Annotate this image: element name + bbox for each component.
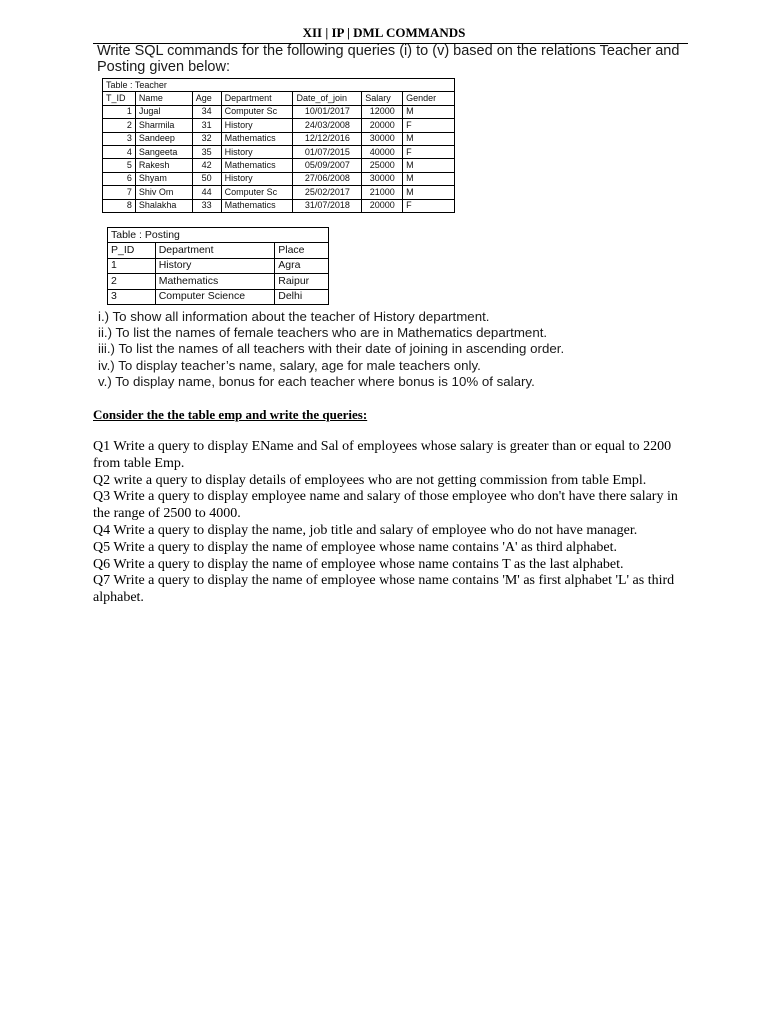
question-item: Q3 Write a query to display employee name and salary of those employee who don't have there salary in the range of 2500 to 4000. bbox=[93, 489, 678, 522]
table-cell: 3 bbox=[108, 289, 156, 304]
column-header: Place bbox=[275, 243, 329, 258]
table-cell: Rakesh bbox=[135, 159, 192, 172]
table-cell: Computer Sc bbox=[221, 105, 293, 118]
table-cell: 27/06/2008 bbox=[293, 172, 362, 185]
table-cell: History bbox=[221, 119, 293, 132]
table-cell: 40000 bbox=[362, 145, 403, 158]
table-cell: Shiv Om bbox=[135, 186, 192, 199]
table-cell: Sangeeta bbox=[135, 145, 192, 158]
table-cell: 05/09/2007 bbox=[293, 159, 362, 172]
table-cell: 33 bbox=[192, 199, 221, 212]
column-header: Name bbox=[135, 92, 192, 105]
table-row bbox=[103, 119, 455, 132]
teacher-caption-row bbox=[103, 79, 455, 92]
table-row bbox=[108, 289, 329, 304]
table-cell: 8 bbox=[103, 199, 136, 212]
table-cell: Computer Sc bbox=[221, 186, 293, 199]
table-cell: 6 bbox=[103, 172, 136, 185]
table-cell: 25000 bbox=[362, 159, 403, 172]
table-cell: Mathematics bbox=[221, 199, 293, 212]
table-cell: History bbox=[221, 145, 293, 158]
posting-table-caption: Table : Posting bbox=[108, 228, 329, 243]
table-cell: 31/07/2018 bbox=[293, 199, 362, 212]
table-cell: History bbox=[155, 258, 275, 273]
table-cell: F bbox=[403, 119, 455, 132]
table-cell: Raipur bbox=[275, 274, 329, 289]
table-cell: 24/03/2008 bbox=[293, 119, 362, 132]
table-cell: M bbox=[403, 132, 455, 145]
table-cell: 30000 bbox=[362, 132, 403, 145]
table-cell: 1 bbox=[108, 258, 156, 273]
column-header: Age bbox=[192, 92, 221, 105]
table-cell: Mathematics bbox=[221, 159, 293, 172]
table-cell: F bbox=[403, 145, 455, 158]
table-cell: Jugal bbox=[135, 105, 192, 118]
section-heading: Consider the the table emp and write the queries: bbox=[93, 407, 368, 422]
column-header: Department bbox=[221, 92, 293, 105]
sql-query-item: v.) To display name, bonus for each teacher where bonus is 10% of salary. bbox=[98, 373, 535, 389]
table-cell: 2 bbox=[108, 274, 156, 289]
table-cell: History bbox=[221, 172, 293, 185]
table-cell: Agra bbox=[275, 258, 329, 273]
table-row bbox=[103, 199, 455, 212]
table-cell: M bbox=[403, 186, 455, 199]
table-cell: 12000 bbox=[362, 105, 403, 118]
table-cell: 20000 bbox=[362, 199, 403, 212]
table-cell: 31 bbox=[192, 119, 221, 132]
table-cell: Mathematics bbox=[155, 274, 275, 289]
table-row bbox=[108, 274, 329, 289]
column-header: P_ID bbox=[108, 243, 156, 258]
table-cell: 10/01/2017 bbox=[293, 105, 362, 118]
table-cell: Shyam bbox=[135, 172, 192, 185]
column-header: Department bbox=[155, 243, 275, 258]
table-cell: 3 bbox=[103, 132, 136, 145]
posting-header-row bbox=[108, 243, 329, 258]
table-row bbox=[103, 172, 455, 185]
question-item: Q7 Write a query to display the name of employee whose name contains 'M' as first alphabet 'L' as third alphabet. bbox=[93, 573, 675, 606]
table-cell: Computer Science bbox=[155, 289, 275, 304]
table-row bbox=[103, 159, 455, 172]
table-cell: Sharmila bbox=[135, 119, 192, 132]
table-cell: 7 bbox=[103, 186, 136, 199]
table-cell: 1 bbox=[103, 105, 136, 118]
table-cell: 2 bbox=[103, 119, 136, 132]
table-cell: 5 bbox=[103, 159, 136, 172]
sql-query-item: iii.) To list the names of all teachers with their date of joining in ascending order. bbox=[98, 341, 565, 357]
table-cell: 42 bbox=[192, 159, 221, 172]
table-cell: 4 bbox=[103, 145, 136, 158]
column-header: Salary bbox=[362, 92, 403, 105]
table-cell: 32 bbox=[192, 132, 221, 145]
table-cell: Sandeep bbox=[135, 132, 192, 145]
teacher-table-caption: Table : Teacher bbox=[103, 79, 455, 92]
sql-query-list bbox=[98, 309, 698, 390]
table-cell: 34 bbox=[192, 105, 221, 118]
table-cell: 44 bbox=[192, 186, 221, 199]
table-cell: F bbox=[403, 199, 455, 212]
table-cell: Mathematics bbox=[221, 132, 293, 145]
table-cell: 50 bbox=[192, 172, 221, 185]
intro-text: Write SQL commands for the following queries (i) to (v) based on the relations Teacher and Posting given below: bbox=[97, 43, 680, 75]
sql-query-item: ii.) To list the names of female teachers who are in Mathematics department. bbox=[98, 325, 548, 341]
posting-caption-row bbox=[108, 228, 329, 243]
table-row bbox=[103, 186, 455, 199]
table-cell: 30000 bbox=[362, 172, 403, 185]
column-header: T_ID bbox=[103, 92, 136, 105]
sql-query-item: iv.) To display teacher’s name, salary, age for male teachers only. bbox=[98, 357, 481, 373]
teacher-header-row bbox=[103, 92, 455, 105]
table-cell: 12/12/2016 bbox=[293, 132, 362, 145]
page-title: XII | IP | DML COMMANDS bbox=[302, 25, 466, 40]
table-cell: 25/02/2017 bbox=[293, 186, 362, 199]
teacher-table-body bbox=[103, 105, 455, 212]
table-cell: 01/07/2015 bbox=[293, 145, 362, 158]
table-row bbox=[103, 132, 455, 145]
table-cell: M bbox=[403, 172, 455, 185]
table-cell: 20000 bbox=[362, 119, 403, 132]
posting-table bbox=[107, 227, 329, 305]
column-header: Date_of_join bbox=[293, 92, 362, 105]
question-item: Q4 Write a query to display the name, job title and salary of employee who do not have manager. bbox=[93, 522, 638, 538]
question-item: Q1 Write a query to display EName and Sal of employees whose salary is greater than or equal to 2200 from table Emp. bbox=[93, 439, 672, 471]
sql-query-item: i.) To show all information about the teacher of History department. bbox=[98, 309, 490, 324]
table-row bbox=[103, 105, 455, 118]
emp-question-list bbox=[93, 439, 678, 607]
question-item: Q5 Write a query to display the name of employee whose name contains 'A' as third alphabet. bbox=[93, 539, 618, 555]
table-row bbox=[108, 258, 329, 273]
table-cell: Shalakha bbox=[135, 199, 192, 212]
table-cell: M bbox=[403, 159, 455, 172]
table-cell: M bbox=[403, 105, 455, 118]
question-item: Q2 write a query to display details of employees who are not getting commission from table Empl. bbox=[93, 472, 647, 488]
table-cell: Delhi bbox=[275, 289, 329, 304]
posting-table-body bbox=[108, 258, 329, 304]
column-header: Gender bbox=[403, 92, 455, 105]
table-cell: 35 bbox=[192, 145, 221, 158]
table-cell: 21000 bbox=[362, 186, 403, 199]
question-item: Q6 Write a query to display the name of employee whose name contains T as the last alphabet. bbox=[93, 556, 624, 572]
table-row bbox=[103, 145, 455, 158]
teacher-table bbox=[102, 78, 455, 213]
